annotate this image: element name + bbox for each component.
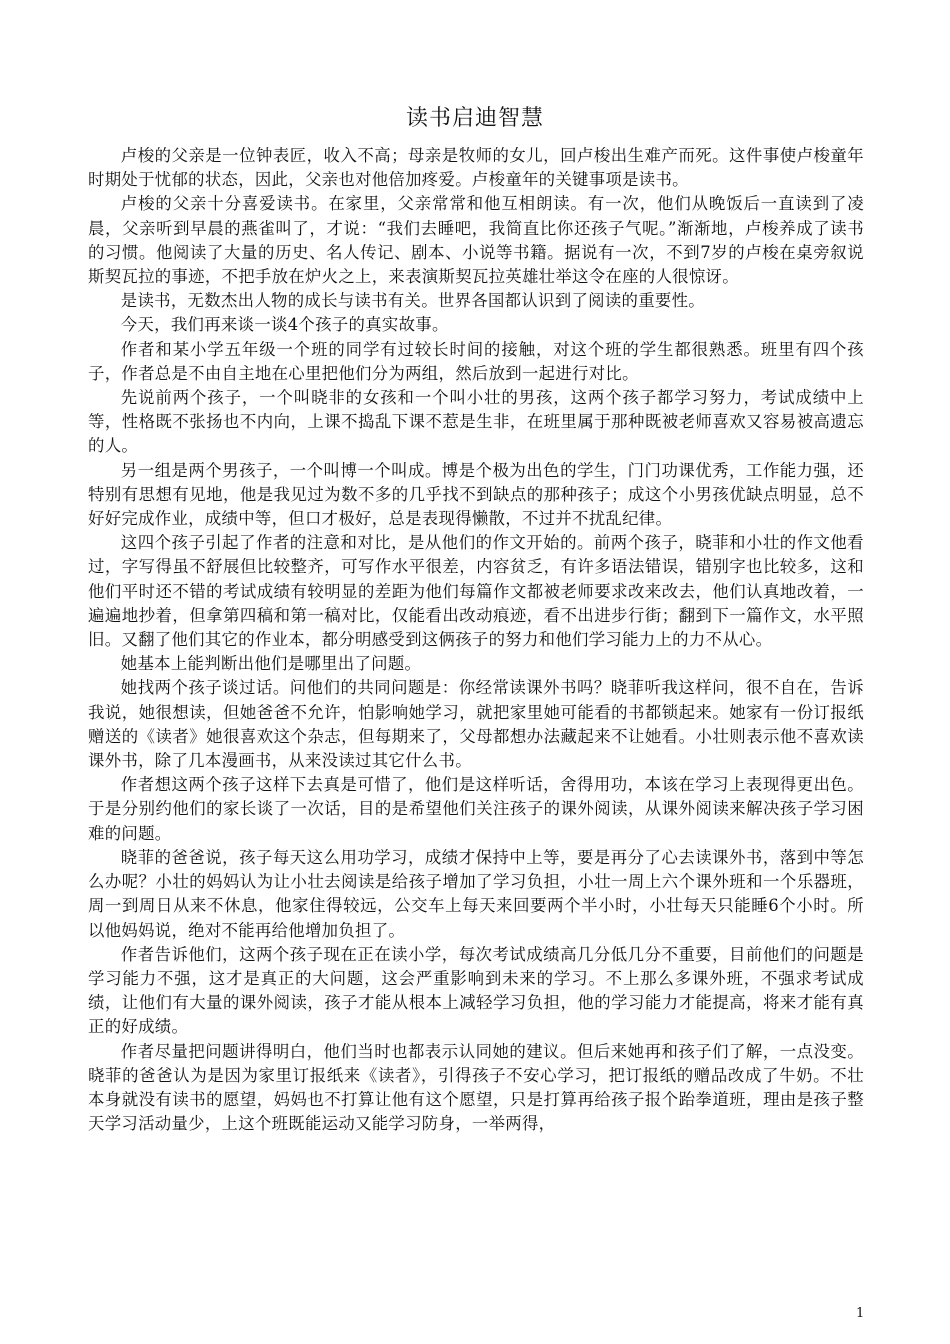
paragraph: 她找两个孩子谈过话。问他们的共同问题是：你经常读课外书吗？晓菲听我这样问，很不自在，告诉我说，她很想读，但她爸爸不允许，怕影响她学习，就把家里她可能看的书都锁起来。她家有一份订报纸赠送的《读者》她很喜欢这个杂志，但每期来了，父母都想办法藏起来不让她看。小壮则表示他不喜欢读课外书，除了几本漫画书，从来没读过其它什么书。 — [88, 678, 864, 771]
document-title: 读书启迪智慧 — [405, 106, 544, 131]
paragraph: 晓菲的爸爸说，孩子每天这么用功学习，成绩才保持中上等，要是再分了心去读课外书，落到中等怎么办呢？小壮的妈妈认为让小壮去阅读是给孩子增加了学习负担，小壮一周上六个课外班和一个乐器班，周一到周日从来不休息，他家住得较远，公交车上每天来回要两个半小时，小壮每天只能睡6个小时。所以他妈妈说，绝对不能再给他增加负担了。 — [88, 847, 864, 940]
paragraph: 这四个孩子引起了作者的注意和对比，是从他们的作文开始的。前两个孩子，晓菲和小壮的作文他看过，字写得虽不舒展但比较整齐，可写作水平很差，内容贫乏，有许多语法错误，错别字也比较多，这和他们平时还不错的考试成绩有较明显的差距为他们每篇作文都被老师要求改来改去，他们认真地改着，一遍遍地抄着，但拿第四稿和第一稿对比，仅能看出改动痕迹，看不出进步行街；翻到下一篇作文，水平照旧。又翻了他们其它的作业本，都分明感受到这俩孩子的努力和他们学习能力上的力不从心。 — [88, 533, 864, 650]
paragraph: 作者想这两个孩子这样下去真是可惜了，他们是这样听话，舍得用功，本该在学习上表现得更出色。于是分别约他们的家长谈了一次话，目的是希望他们关注孩子的课外阅读，从课外阅读来解决孩子学习困难的问题。 — [88, 775, 864, 843]
paragraph: 是读书，无数杰出人物的成长与读书有关。世界各国都认识到了阅读的重要性。 — [120, 291, 705, 311]
paragraph: 卢梭的父亲是一位钟表匠，收入不高；母亲是牧师的女儿，回卢梭出生难产而死。这件事使卢梭童年时期处于忧郁的状态，因此，父亲也对他倍加疼爱。卢梭童年的关键事项是读书。 — [88, 146, 864, 190]
paragraph: 作者尽量把问题讲得明白，他们当时也都表示认同她的建议。但后来她再和孩子们了解，一点没变。晓菲的爸爸认为是因为家里订报纸来《读者》，引得孩子不安心学习，把订报纸的赠品改成了牛奶。不壮本身就没有读书的愿望，妈妈也不打算让他有这个愿望，只是打算再给孩子报个跆拳道班，理由是孩子整天学习活动量少，上这个班既能运动又能学习防身，一举两得， — [88, 1041, 864, 1134]
paragraph: 作者和某小学五年级一个班的同学有过较长时间的接触，对这个班的学生都很熟悉。班里有四个孩子，作者总是不由自主地在心里把他们分为两组，然后放到一起进行对比。 — [88, 339, 864, 383]
paragraph: 她基本上能判断出他们是哪里出了问题。 — [120, 654, 422, 674]
paragraph: 先说前两个孩子，一个叫晓非的女孩和一个叫小壮的男孩，这两个孩子都学习努力，考试成绩中上等，性格既不张扬也不内向，上课不捣乱下课不惹是生非，在班里属于那种既被老师喜欢又容易被高遗忘的人。 — [88, 388, 864, 456]
paragraph: 卢梭的父亲十分喜爱读书。在家里，父亲常常和他互相朗读。有一次，他们从晚饭后一直读到了凌晨，父亲听到早晨的燕雀叫了，才说：“我们去睡吧，我简直比你还孩子气呢。”渐渐地，卢梭养成了读书的习惯。他阅读了大量的历史、名人传记、剧本、小说等书籍。据说有一次，不到7岁的卢梭在桌旁叙说斯契瓦拉的事迹，不把手放在炉火之上，来表演斯契瓦拉英雄壮举这令在座的人很惊讶。 — [88, 194, 864, 287]
paragraph: 作者告诉他们，这两个孩子现在正在读小学，每次考试成绩高几分低几分不重要，目前他们的问题是学习能力不强，这才是真正的大问题，这会严重影响到未来的学习。不上那么多课外班，不强求考试成绩，让他们有大量的课外阅读，孩子才能从根本上减轻学习负担，他的学习能力才能提高，将来才能有真正的好成绩。 — [88, 944, 864, 1037]
page-number: 1 — [856, 1306, 865, 1321]
paragraph: 另一组是两个男孩子，一个叫博一个叫成。博是个极为出色的学生，门门功课优秀，工作能力强，还特别有思想有见地，他是我见过为数不多的几乎找不到缺点的那种孩子；成这个小男孩优缺点明显，总不好好完成作业，成绩中等，但口才极好，总是表现得懒散，不过并不扰乱纪律。 — [88, 460, 864, 529]
document-body — [88, 144, 864, 1136]
paragraph: 今天，我们再来谈一谈4个孩子的真实故事。 — [120, 315, 449, 335]
